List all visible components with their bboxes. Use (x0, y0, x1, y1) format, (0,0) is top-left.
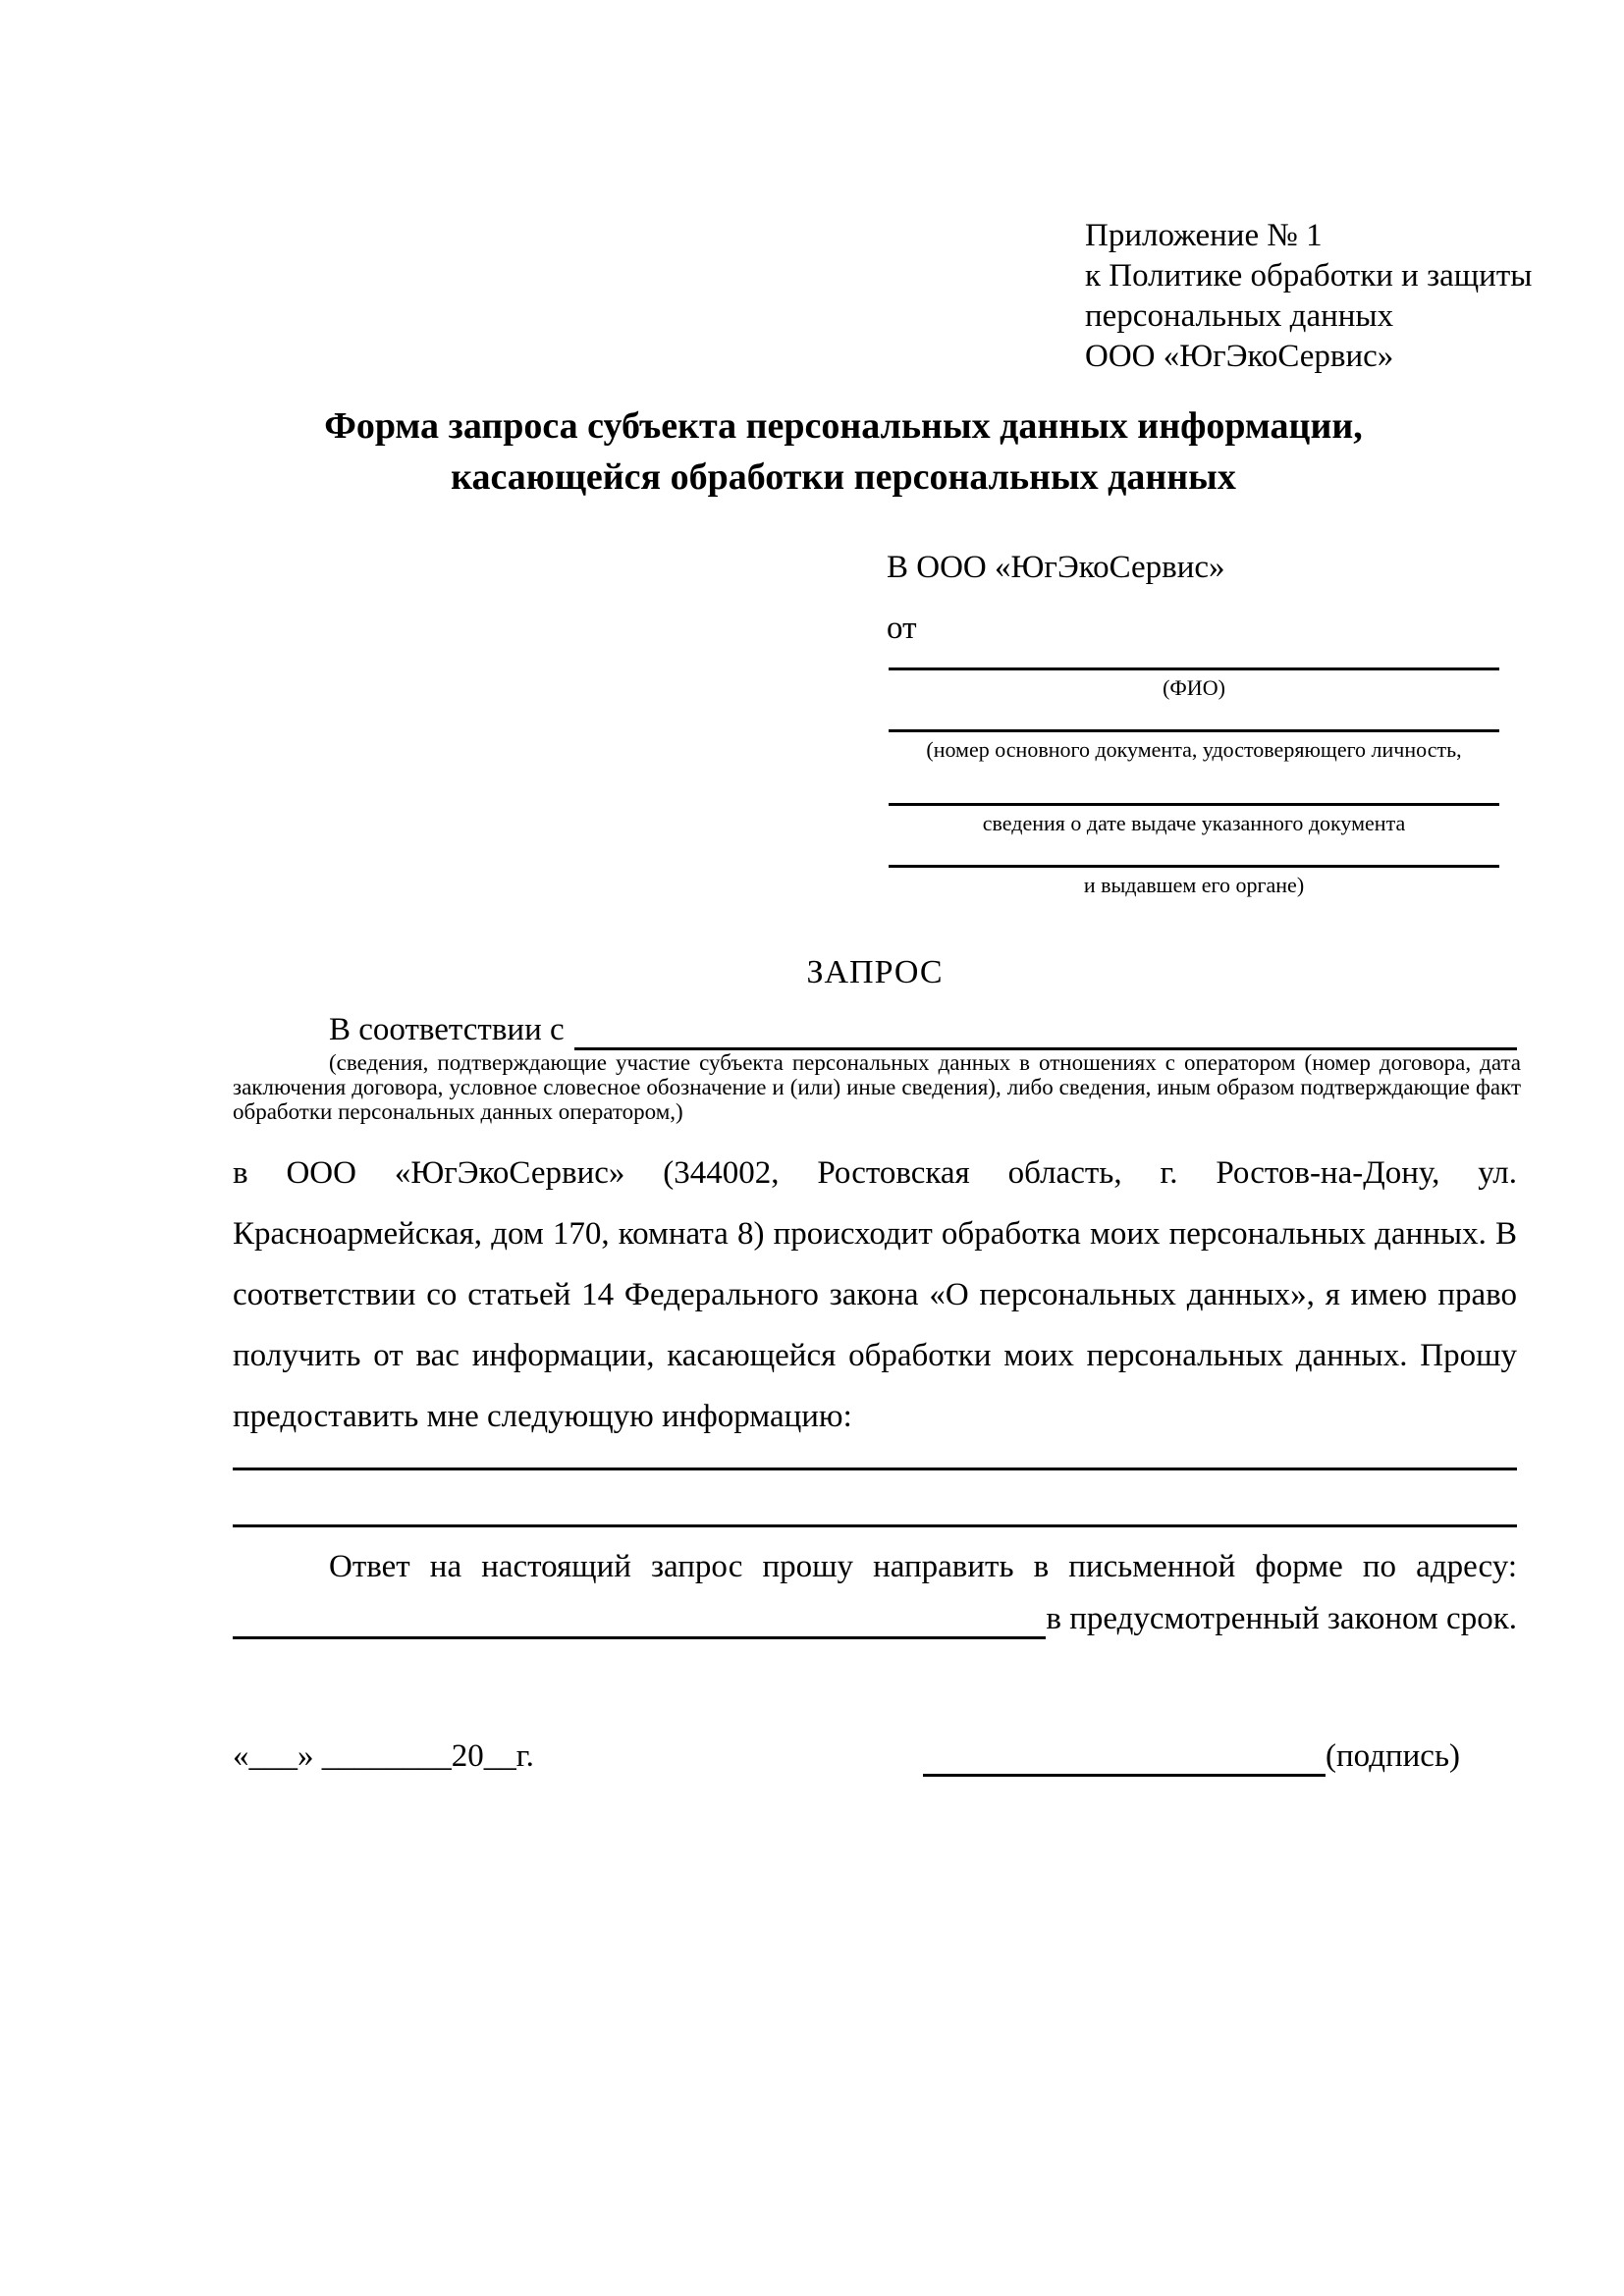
issue-date-caption: сведения о дате выдаче указанного документа (982, 811, 1406, 835)
info-blank-line-1 (233, 1468, 1517, 1470)
document-number-caption: (номер основного документа, удостоверяющего личность, (926, 737, 1462, 762)
appendix-header-line: Приложение № 1 (1085, 218, 1323, 253)
section-heading: ЗАПРОС (806, 954, 944, 990)
reply-paragraph: Ответ на настоящий запрос прошу направить в письменной форме по адресу: (329, 1549, 1517, 1584)
from-label: от (887, 611, 917, 646)
document-title (170, 400, 1517, 503)
appendix-header (1085, 216, 1532, 377)
reply-tail: в предусмотренный законом срок. (1046, 1601, 1517, 1636)
document-number-blank-line (889, 729, 1499, 732)
info-blank-line-2 (233, 1524, 1517, 1527)
issue-date-blank-line (889, 803, 1499, 806)
appendix-header-line: персональных данных (1085, 298, 1394, 334)
appendix-header-line: ООО «ЮгЭкоСервис» (1085, 339, 1394, 374)
body-paragraph: в ООО «ЮгЭкоСервис» (344002, Ростовская область, г. Ростов-на-Дону, ул. Красноармейская, дом 170, комната 8) происходит обработка моих персональных данных. В соответствии со статьей 14 Федерального закона «О персональных данных», я имею право получить от вас информации, касающейся обработки моих персональных данных. Прошу предоставить мне следующую информацию: (233, 1155, 1517, 1434)
issuing-authority-blank-line (889, 865, 1499, 868)
date-blank: «___» ________20__г. (233, 1738, 534, 1774)
document-title-line1: Форма запроса субъекта персональных данных информации, (324, 405, 1363, 447)
signature-blank-line (923, 1743, 1326, 1777)
document-title-line2: касающейся обработки персональных данных (451, 456, 1236, 498)
intro-lead: В соответствии с (329, 1012, 565, 1047)
intro-row (233, 1011, 1517, 1050)
address-row (233, 1601, 1517, 1639)
fio-caption: (ФИО) (1163, 675, 1225, 700)
basis-blank-line (574, 1017, 1517, 1050)
fine-print-note: (сведения, подтверждающие участие субъекта персональных данных в отношениях с оператором (номер договора, дата заключения договора, условное словесное обозначение и (или) иные сведения), либо сведения, иным образом подтверждающие факт обработки персональных данных оператором,) (233, 1050, 1521, 1124)
signature-group (923, 1738, 1460, 1777)
address-blank-line (233, 1608, 1046, 1639)
appendix-header-line: к Политике обработки и защиты (1085, 258, 1533, 294)
issuing-authority-caption: и выдавшем его органе) (1083, 873, 1305, 897)
date-signature-row (233, 1737, 1460, 1777)
signature-caption: (подпись) (1326, 1738, 1460, 1774)
fio-blank-line (889, 667, 1499, 670)
recipient-organization: В ООО «ЮгЭкоСервис» (887, 550, 1225, 585)
